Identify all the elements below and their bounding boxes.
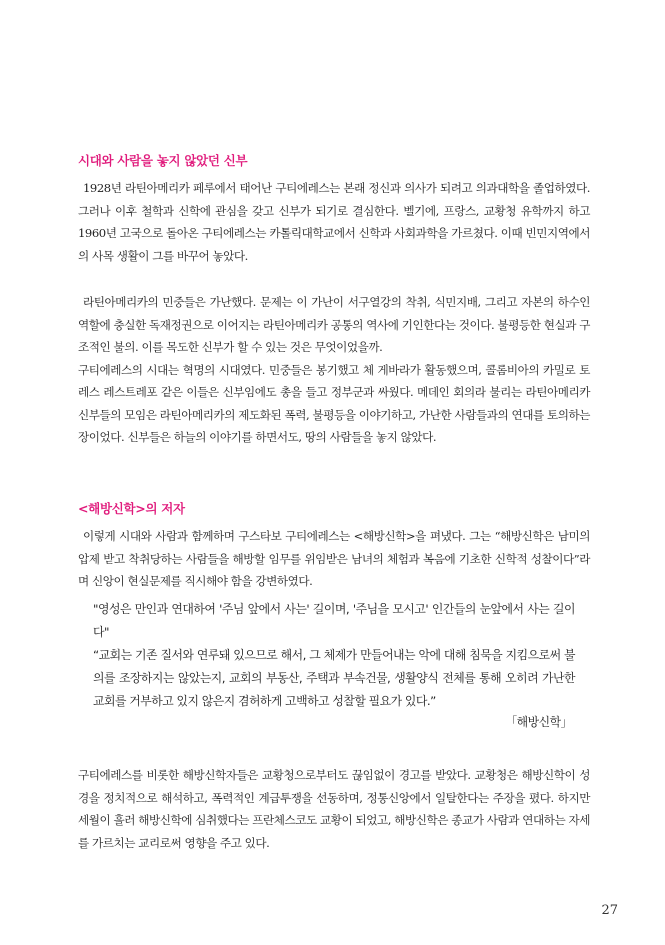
quote-source: 「해방신학」 [505,715,572,729]
paragraph: 이렇게 시대와 사람과 함께하며 구스타보 구티에레스는 <해방신학>을 펴냈다. 그는 “해방신학은 남미의 압제 받고 착취당하는 사람들을 해방할 임무를 위임받은 남녀의 체험과 복음에 기초한 신학적 성찰이다”라며 신앙이 현실문제를 직시해야 함을 강변하였다. [78,529,590,588]
paragraph: 1928년 라틴아메리카 페루에서 태어난 구티에레스는 본래 정신과 의사가 되려고 의과대학을 졸업하였다. 그러나 이후 철학과 신학에 관심을 갖고 신부가 되기로 결심한다. 벨기에, 프랑스, 교황청 유학까지 하고 1960년 고국으로 돌아온 구티에레스는 카톨릭대학교에서 신학과 사회과학을 가르쳤다. 이때 빈민지역에서의 사목 생활이 그를 바꾸어 놓았다. [78,181,590,263]
section-2-body-continued [78,764,590,854]
paragraph: 구티에레스를 비롯한 해방신학자들은 교황청으로부터도 끊임없이 경고를 받았다. 교황청은 해방신학이 성경을 정치적으로 해석하고, 폭력적인 계급투쟁을 선동하며, 정통신앙에서 일탈한다는 주장을 폈다. 하지만 세월이 흘러 해방신학에 심취했다는 프란체스코도 교황이 되었고, 해방신학은 종교가 사람과 연대하는 자세를 가르치는 교리로써 영향을 주고 있다. [78,768,590,850]
page-number: 27 [601,903,618,918]
section-heading-2: <해방신학>의 저자 [78,501,185,516]
quote-block [93,598,575,713]
section-heading-1: 시대와 사람을 놓지 않았던 신부 [78,153,248,168]
section-1-body [78,177,590,267]
section-2-body [78,525,590,593]
paragraph: 구티에레스의 시대는 혁명의 시대였다. 민중들은 봉기했고 체 게바라가 활동했으며, 콜롬비아의 카밀로 토레스 레스트레포 같은 이들은 신부임에도 총을 들고 정부군과 싸웠다. 메데인 회의라 불리는 라틴아메리카 신부들의 모임은 라틴아메리카의 제도화된 폭력, 불평등을 이야기하고, 가난한 사람들과의 연대를 토의하는 장이었다. 신부들은 하늘의 이야기를 하면서도, 땅의 사람들을 놓지 않았다. [78,362,590,444]
quote: "영성은 만인과 연대하여 '주님 앞에서 사는' 길이며, '주님을 모시고' 인간들의 눈앞에서 사는 길이다" [93,602,575,639]
paragraph: 라틴아메리카의 민중들은 가난했다. 문제는 이 가난이 서구열강의 착취, 식민지배, 그리고 자본의 하수인 역할에 충실한 독재정권으로 이어지는 라틴아메리카 공통의 역사에 기인한다는 것이다. 불평등한 현실과 구조적인 불의. 이를 목도한 신부가 할 수 있는 것은 무엇이었을까. [78,295,590,354]
quote: “교회는 기존 질서와 연루돼 있으므로 해서, 그 체제가 만들어내는 악에 대해 침묵을 지킴으로써 불의를 조장하지는 않았는지, 교회의 부동산, 주택과 부속건물, 생활양식 전체를 통해 오히려 가난한 교회를 거부하고 있지 않은지 겸허하게 고백하고 성찰할 필요가 있다.” [93,648,575,708]
section-1-body-continued [78,291,590,449]
